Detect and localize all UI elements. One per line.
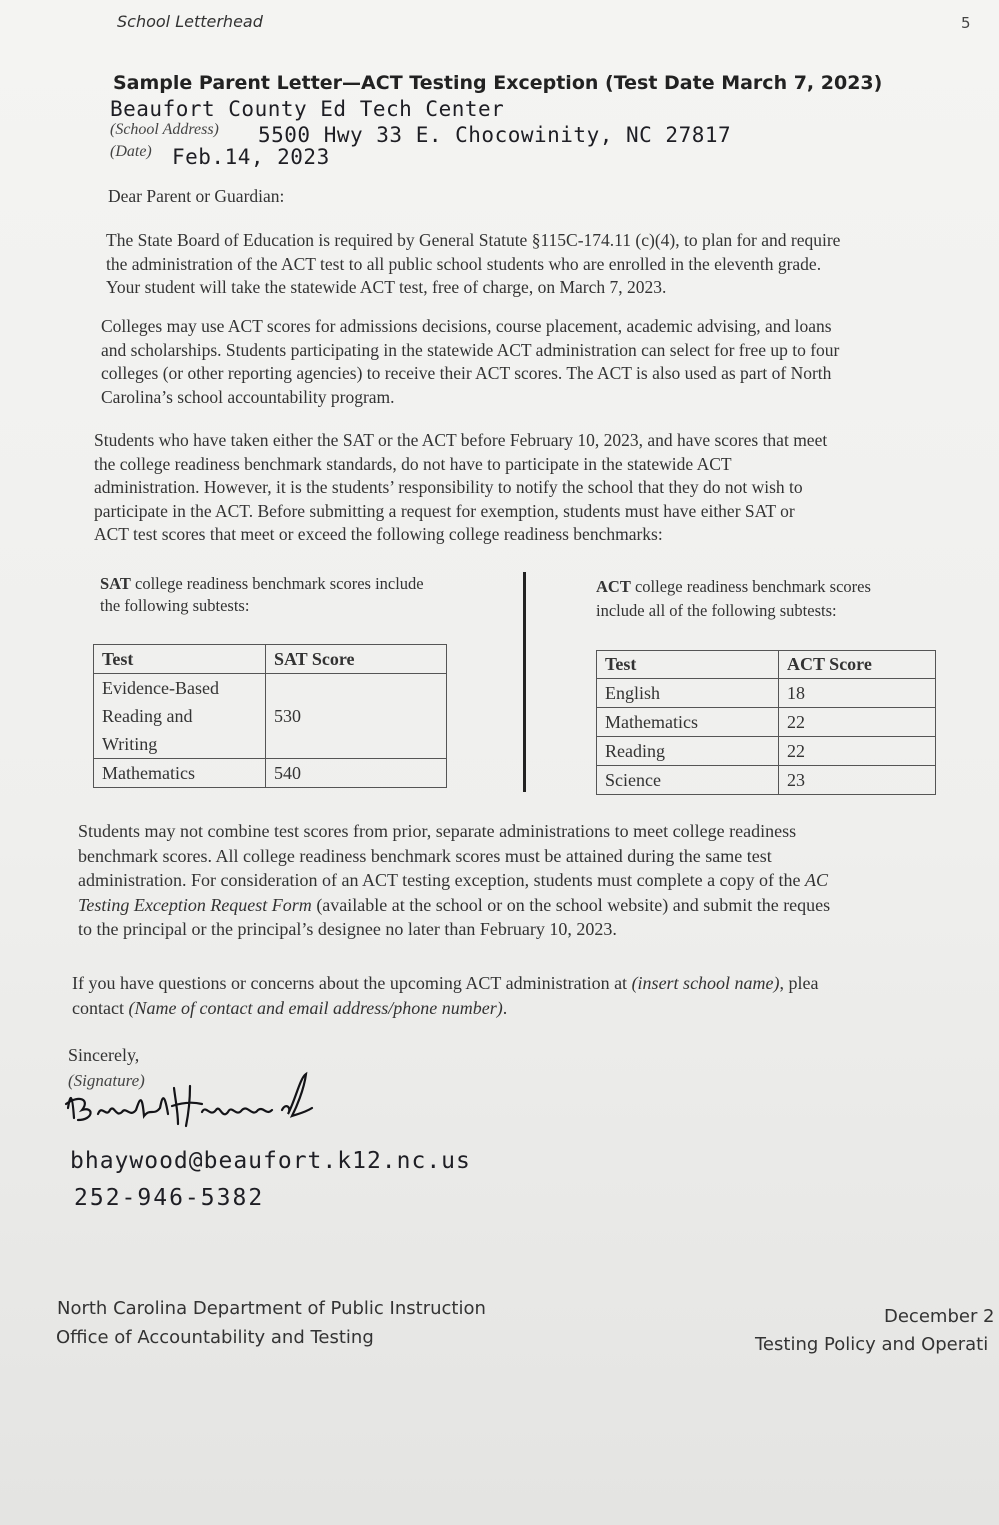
table-header-row <box>597 651 936 679</box>
table-row <box>597 708 936 737</box>
paragraph-text: , plea <box>779 973 819 993</box>
table-header-row <box>94 645 447 674</box>
handwritten-signature <box>60 1068 320 1138</box>
column-divider <box>523 572 526 792</box>
table-cell-test <box>94 674 266 759</box>
sat-intro-bold: SAT <box>100 574 131 593</box>
closing-sincerely: Sincerely, <box>68 1045 140 1065</box>
paragraph-line: Your student will take the statewide ACT test, free of charge, on March 7, 2023. <box>106 277 667 297</box>
table-cell-score: 22 <box>779 737 936 766</box>
salutation: Dear Parent or Guardian: <box>108 186 285 206</box>
paragraph-line: ACT test scores that meet or exceed the following college readiness benchmarks: <box>94 524 663 544</box>
table-cell-score: 23 <box>779 766 936 795</box>
paragraph-line: to the principal or the principal’s designee no later than February 10, 2023. <box>78 919 617 939</box>
paragraph-text: . <box>502 997 508 1018</box>
column-header: ACT Score <box>779 651 936 679</box>
column-header: Test <box>597 651 779 679</box>
table-cell-test: Reading <box>597 737 779 766</box>
cell-line: Writing <box>102 734 158 754</box>
column-header: Test <box>94 645 266 674</box>
table-row <box>94 759 447 788</box>
school-address-label: (School Address) <box>110 121 219 138</box>
paragraph-contact <box>72 971 819 1020</box>
table-cell-test: Mathematics <box>597 708 779 737</box>
phone-handwritten: 252-946-5382 <box>74 1185 265 1211</box>
paragraph-line: Carolina’s school accountability program. <box>101 386 395 407</box>
paragraph-text: administration. For consideration of an ACT testing exception, students must complete a copy of the <box>78 870 801 890</box>
paragraph-line: participate in the ACT. Before submitting a request for exemption, students must have either SAT or <box>94 500 795 521</box>
table-cell-score: 18 <box>779 679 936 708</box>
paragraph-line: benchmark scores. All college readiness benchmark scores must be attained during the same test <box>78 845 772 866</box>
page-number: 5 <box>961 14 971 32</box>
placeholder-school-name: (insert school name) <box>631 973 780 993</box>
footer-date: December 2 <box>884 1306 995 1327</box>
table-row <box>597 679 936 708</box>
paragraph-line: and scholarships. Students participating in the statewide ACT administration can select for free up to four <box>101 339 840 360</box>
paragraph-line: The State Board of Education is required by General Statute §115C-174.11 (c)(4), to plan for and require <box>106 230 841 250</box>
sat-intro <box>100 573 424 617</box>
table-cell-test: English <box>597 679 779 708</box>
table-row <box>597 737 936 766</box>
paragraph-line <box>78 868 830 893</box>
placeholder-contact: (Name of contact and email address/phone number) <box>128 997 503 1018</box>
letter-title: Sample Parent Letter—ACT Testing Exception (Test Date March 7, 2023) <box>113 72 883 94</box>
act-benchmark-table <box>596 650 936 795</box>
table-row <box>94 674 447 759</box>
email-handwritten: bhaywood@beaufort.k12.nc.us <box>70 1148 471 1174</box>
paragraph-line: Students who have taken either the SAT or the ACT before February 10, 2023, and have scores that meet <box>94 430 828 450</box>
date-handwritten: Feb.14, 2023 <box>172 145 330 169</box>
paragraph-line: administration. However, it is the students’ responsibility to notify the school that they do not wish to <box>94 477 803 497</box>
table-cell-test: Science <box>597 766 779 795</box>
table-cell-score: 22 <box>779 708 936 737</box>
table-cell-test: Mathematics <box>94 759 266 788</box>
act-intro-text: college readiness benchmark scores <box>630 577 871 596</box>
act-intro <box>596 575 871 623</box>
paragraph-line: the administration of the ACT test to all public school students who are enrolled in the eleventh grade. <box>106 253 822 274</box>
paragraph-line: Students may not combine test scores from prior, separate administrations to meet college readiness <box>78 821 797 841</box>
date-label: (Date) <box>110 143 152 160</box>
paragraph-colleges <box>101 315 839 409</box>
act-intro-text-2: include all of the following subtests: <box>596 601 837 620</box>
form-name-fragment: AC <box>805 870 829 890</box>
table-row <box>597 766 936 795</box>
paragraph-exemption <box>94 429 827 547</box>
cell-line: Reading and <box>102 706 193 726</box>
paragraph-statute <box>106 229 840 300</box>
paragraph-line <box>78 893 830 918</box>
school-address-handwritten: 5500 Hwy 33 E. Chocowinity, NC 27817 <box>258 123 732 147</box>
sat-intro-text-2: the following subtests: <box>100 596 250 615</box>
paragraph-line <box>72 971 819 996</box>
paragraph-text: contact <box>72 997 124 1018</box>
paragraph-text: If you have questions or concerns about the upcoming ACT administration at <box>72 973 628 993</box>
paragraph-combine-scores <box>78 819 830 942</box>
footer-department: North Carolina Department of Public Instruction <box>57 1298 486 1319</box>
sat-intro-text: college readiness benchmark scores include <box>130 574 424 593</box>
form-name: Testing Exception Request Form <box>78 894 312 915</box>
paragraph-line <box>72 996 819 1021</box>
paragraph-line: the college readiness benchmark standards, do not have to participate in the statewide ACT <box>94 453 732 474</box>
paragraph-line: Colleges may use ACT scores for admissions decisions, course placement, academic advising, and loans <box>101 316 832 336</box>
paragraph-text: (available at the school or on the school website) and submit the reques <box>316 894 831 915</box>
signature-label: (Signature) <box>68 1071 145 1090</box>
letterhead-label: School Letterhead <box>117 12 263 31</box>
school-name-handwritten: Beaufort County Ed Tech Center <box>110 97 505 121</box>
table-cell-score: 530 <box>266 674 447 759</box>
cell-line: Evidence-Based <box>102 678 219 698</box>
footer-office: Office of Accountability and Testing <box>56 1327 374 1348</box>
act-intro-bold: ACT <box>596 577 631 596</box>
column-header: SAT Score <box>266 645 447 674</box>
sat-benchmark-table <box>93 644 447 788</box>
paragraph-line: colleges (or other reporting agencies) to receive their ACT scores. The ACT is also used as part of North <box>101 363 832 383</box>
table-cell-score: 540 <box>266 759 447 788</box>
footer-section: Testing Policy and Operati <box>755 1334 989 1355</box>
